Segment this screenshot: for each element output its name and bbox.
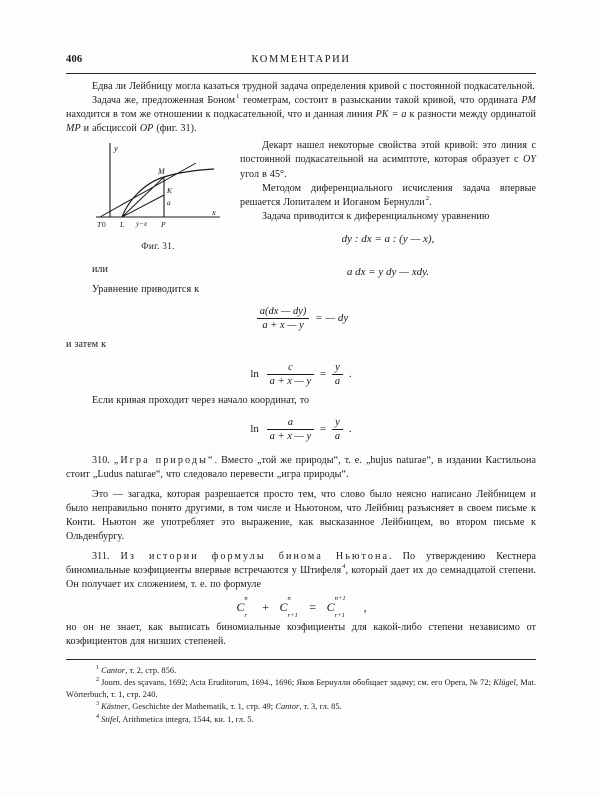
svg-text:a: a <box>167 198 171 208</box>
svg-text:0: 0 <box>102 220 106 230</box>
footnote-3-marker: 3 <box>96 701 100 708</box>
equation-binomial <box>66 594 536 619</box>
footnote-4 <box>66 714 536 726</box>
period-2: . <box>348 422 352 435</box>
footnote-2-text-a: Journ. des sçavans, 1692; Acta Eruditorum, 1694., 1696; Яков Бернулли обобщает задачу; см. его Opera, № 72; <box>101 678 494 688</box>
binom-term-1: C n r <box>236 594 248 619</box>
fraction-1 <box>257 306 310 331</box>
fraction-2-numerator: c <box>288 361 293 373</box>
footnote-3-author-2: Cantor <box>275 702 300 712</box>
paragraph-note-311-tail: но он не знает, как выписать биномиальные коэфициенты для какой-либо степени независимо от коэфициентов для низших степеней. <box>66 621 536 647</box>
binom-term-2: C n r+1 <box>279 594 298 619</box>
svg-text:K: K <box>167 186 173 196</box>
footnote-4-marker: 4 <box>96 714 100 721</box>
fraction-3-numerator: y <box>335 361 340 373</box>
fraction-2 <box>267 362 315 387</box>
footnote-ref-4[interactable]: 4 <box>342 563 346 571</box>
figure-31 <box>92 139 224 251</box>
binom-equals: = <box>308 599 317 614</box>
math-inline-pk: PK = a <box>375 109 407 121</box>
figure-31-drawing <box>92 139 224 235</box>
page-number: 406 <box>66 54 83 65</box>
footnote-3 <box>66 701 536 713</box>
binom-term-3: C n+1 r+1 <box>326 594 346 619</box>
equation-log-2 <box>66 417 536 442</box>
equation-a-dx: a dx = y dy — xdy. <box>346 266 430 279</box>
page-header <box>66 54 536 80</box>
note-310-title: „Игра природы“ <box>113 454 215 466</box>
equals-sign-1: = <box>319 367 327 380</box>
footnote-4-author: Stifel <box>101 715 119 725</box>
footnote-1-rest: , т. 2, стр. 856. <box>125 665 177 675</box>
footnote-2-author: Klügel <box>493 678 516 688</box>
math-inline-op: OP <box>139 123 154 135</box>
fraction-5 <box>332 417 343 442</box>
lead-esli-krivaya: Если кривая проходит через начало координат, то <box>92 394 310 406</box>
fraction-1-denominator: a + x — y <box>257 318 310 331</box>
svg-text:y−x: y−x <box>136 220 147 229</box>
ln-operator-1: ln <box>250 367 259 380</box>
fraction-4-denominator: a + x — y <box>267 429 315 442</box>
fraction-3-denominator: a <box>332 374 343 387</box>
paragraph-note-310: 310. „Игра природы“. Вместо „той же природы“, т. е. „hujus naturae“, в издании Кастильона стоит „Ludus naturae“, что следовало перевести „игра природы“. <box>66 454 536 480</box>
svg-text:y: y <box>114 143 118 154</box>
fraction-5-numerator: y <box>335 416 340 428</box>
paragraph-leads-to-equation: Задача приводится к диференциальному уравнению <box>262 210 490 222</box>
footnote-1-marker: 1 <box>96 664 100 671</box>
footnote-2-marker: 2 <box>96 677 100 684</box>
lead-i-zatem: и затем к <box>66 339 107 351</box>
binom-comma: , <box>363 599 367 614</box>
word-ili: или <box>92 264 108 276</box>
equation-fraction-1 <box>66 306 536 331</box>
equation-1-rhs: = — dy <box>315 312 349 325</box>
paragraph-intro: Едва ли Лейбницу могла казаться трудной задача определения кривой с постоянной подкасательной. <box>92 81 535 92</box>
equation-dy-dx: dy : dx = a : (y — x), <box>341 232 435 245</box>
svg-text:P: P <box>161 220 166 230</box>
math-inline-oy: OY <box>522 154 536 166</box>
svg-text:T: T <box>97 220 102 230</box>
svg-text:L: L <box>120 220 125 230</box>
or-and-equation-row <box>66 257 536 279</box>
lead-uravnenie: Уравнение приводится к <box>92 284 200 296</box>
math-inline-mp: MP <box>66 123 81 135</box>
svg-text:x: x <box>212 207 216 218</box>
binom-plus: + <box>261 599 270 614</box>
footnote-3-author-1: Kästner <box>101 702 128 712</box>
svg-text:M: M <box>158 167 165 177</box>
footnote-4-text-a: , Arithmetica integra, 1544, кн. 1, гл. 5. <box>118 715 254 725</box>
math-inline-pm: PM <box>521 95 536 107</box>
footnote-2 <box>66 677 536 700</box>
figure-and-text-block <box>66 139 536 257</box>
ln-operator-2: ln <box>250 422 259 435</box>
equation-log-1 <box>66 362 536 387</box>
paragraph-bohn-problem: Задача же, предложенная Боном$^1$ геометрам, состоит в разыскании такой кривой, что ордината PM находится в том же отношении к подкасательной, что и данная линия PK = a к разности между ординатой MP и абсциссой OP (фиг. 31). <box>66 93 537 135</box>
equals-sign-2: = <box>319 422 327 435</box>
fraction-4-numerator: a <box>287 416 294 428</box>
figure-side-text <box>240 139 536 245</box>
fraction-1-numerator: a(dx — dy) <box>259 306 307 318</box>
fraction-4 <box>267 417 315 442</box>
footnote-1 <box>66 665 536 677</box>
paragraph-descartes: Декарт нашел некоторые свойства этой кривой: это линия с постоянной подкасательной на асимптоте, которая образует с OY угол в 45°. <box>240 140 536 180</box>
page-content <box>66 54 536 727</box>
footnote-3-text-a: , Geschichte der Mathematik, т. 1, стр. 49; <box>127 702 276 712</box>
fraction-2-denominator: a + x — y <box>267 374 315 387</box>
footnote-ref-2[interactable]: 2 <box>425 194 430 202</box>
footnote-ref-1[interactable]: 1 <box>236 93 240 101</box>
footnote-3-text-b: , т. 3, гл. 85. <box>299 702 342 712</box>
footnote-divider <box>66 659 536 660</box>
note-311-title: Из истории формулы бинома Ньютона <box>120 551 390 563</box>
fraction-5-denominator: a <box>332 429 343 442</box>
fraction-3 <box>332 362 343 387</box>
footnote-2-text-b: , Mat. Wörterbuch, т. 1, стр. 240. <box>66 678 536 699</box>
footnote-1-author: Cantor <box>101 665 126 675</box>
running-title: КОММЕНТАРИИ <box>251 54 351 65</box>
footnotes-block <box>66 665 536 726</box>
paragraph-note-311: 311. Из истории формулы бинома Ньютона. По утверждению Кестнера биномиальные коэфициенты впервые встречаются у Штифеля$^4$, который дает их до семнадцатой степени. Он получает их сложением, т. е. по формуле <box>66 551 537 591</box>
paragraph-note-310-body: Это — загадка, которая разрешается просто тем, что слово было неясно написано Лейбницем и было неправильно понято другими, в том числе и Ньютоном, что Лейбниц разъясняет в своем письме к Конти. Ньютон же употребляет это выражение, как высказанное Лейбницем, во втором письме к Ольденбургу. <box>66 488 536 543</box>
header-divider <box>66 73 536 74</box>
paragraph-differential-method: Методом диференциального исчисления задача впервые решается Лопиталем и Иоганом Бернулли$^2$. <box>240 182 536 208</box>
figure-caption: Фиг. 31. <box>141 241 175 252</box>
period-1: . <box>348 367 352 380</box>
